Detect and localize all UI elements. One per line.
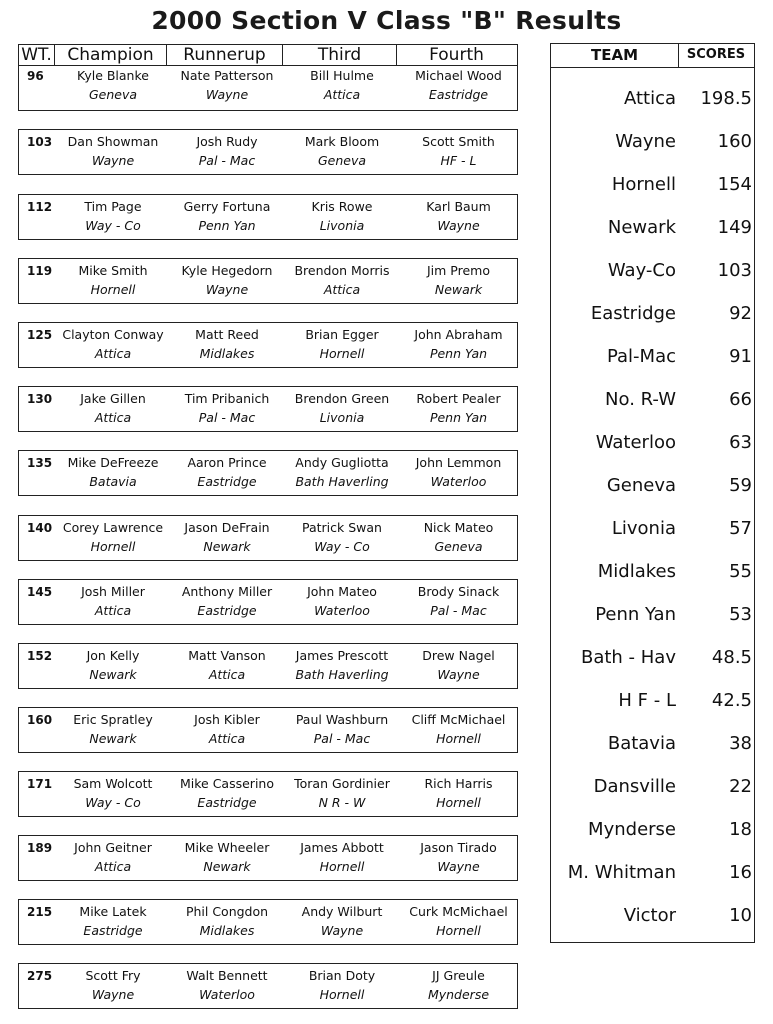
place-cell [57, 647, 169, 685]
team-score-row [551, 774, 754, 800]
team-score-row [551, 817, 754, 843]
weight-class-row [18, 129, 518, 175]
place-cell [285, 198, 399, 236]
results-table-header [18, 44, 518, 66]
wrestler-name: John Lemmon [415, 455, 502, 470]
wrestler-name: Jason Tirado [420, 840, 497, 855]
wrestler-name: Kris Rowe [311, 199, 373, 214]
team-name: H F - L [618, 690, 676, 711]
wrestler-name: Robert Pealer [416, 391, 501, 406]
place-cell [285, 775, 399, 813]
header-champion: Champion [55, 45, 167, 65]
team-score: 10 [729, 905, 752, 926]
weight-class-row [18, 771, 518, 817]
place-cell [399, 903, 518, 941]
wrestler-team: Wayne [205, 87, 249, 102]
wrestler-team: Attica [323, 282, 361, 297]
wrestler-name: Andy Gugliotta [295, 455, 389, 470]
wrestler-team: Penn Yan [429, 346, 488, 361]
team-score-row [551, 903, 754, 929]
team-score: 53 [729, 604, 752, 625]
place-cell [169, 133, 285, 171]
place-cell [169, 967, 285, 1005]
team-name: Geneva [606, 475, 676, 496]
wrestler-team: Waterloo [430, 474, 487, 489]
wrestler-name: Sam Wolcott [73, 776, 153, 791]
place-cell [57, 711, 169, 749]
place-cell [57, 262, 169, 300]
place-cell [285, 133, 399, 171]
wrestler-team: Bath Haverling [295, 474, 389, 489]
place-cell [399, 454, 518, 492]
weight-value: 215 [27, 905, 53, 919]
weight-class-row [18, 64, 518, 111]
wrestler-name: Jason DeFrain [184, 520, 270, 535]
header-scores: SCORES [686, 47, 746, 62]
wrestler-team: Mynderse [427, 987, 490, 1002]
wrestler-team: Bath Haverling [295, 667, 389, 682]
weight-class-row [18, 835, 518, 881]
wrestler-team: Midlakes [199, 923, 255, 938]
team-score: 48.5 [711, 647, 752, 668]
place-cell [285, 262, 399, 300]
place-cell [285, 839, 399, 877]
team-score-row [551, 344, 754, 370]
team-name: Livonia [611, 518, 676, 539]
wrestler-team: Hornell [319, 346, 365, 361]
wrestler-name: Nick Mateo [423, 520, 494, 535]
header-runnerup: Runnerup [167, 45, 283, 65]
place-cell [57, 390, 169, 428]
wrestler-name: Michael Wood [415, 68, 502, 83]
wrestler-team: Hornell [436, 795, 481, 810]
weight-value: 135 [27, 456, 53, 470]
place-cell [169, 519, 285, 557]
wrestler-team: Geneva [434, 539, 483, 554]
weight-value: 189 [27, 841, 53, 855]
wrestler-team: Hornell [90, 539, 136, 554]
header-weight: WT. [19, 45, 55, 65]
team-name: Waterloo [595, 432, 676, 453]
weight-value: 125 [27, 328, 53, 342]
team-name: Midlakes [597, 561, 676, 582]
team-score: 59 [729, 475, 752, 496]
place-cell [169, 67, 285, 105]
place-cell [285, 390, 399, 428]
wrestler-team: Eastridge [197, 795, 257, 810]
team-name: No. R-W [605, 389, 676, 410]
wrestler-team: Livonia [319, 218, 365, 233]
wrestler-team: Attica [208, 667, 246, 682]
weight-value: 275 [27, 969, 53, 983]
team-score-row [551, 215, 754, 241]
place-cell [169, 903, 285, 941]
place-cell [285, 67, 399, 105]
team-name: Mynderse [588, 819, 676, 840]
place-cell [399, 967, 518, 1005]
wrestler-name: Corey Lawrence [62, 520, 164, 535]
wrestler-name: Tim Page [84, 199, 142, 214]
team-score-row [551, 430, 754, 456]
team-score: 63 [729, 432, 752, 453]
wrestler-team: N R - W [318, 795, 366, 810]
team-score-row [551, 172, 754, 198]
place-cell [399, 647, 518, 685]
team-score: 149 [717, 217, 752, 238]
weight-value: 145 [27, 585, 53, 599]
wrestler-team: Hornell [436, 731, 481, 746]
wrestler-team: Attica [94, 859, 132, 874]
place-cell [57, 326, 169, 364]
wrestler-name: John Abraham [414, 327, 503, 342]
team-score-row [551, 258, 754, 284]
wrestler-team: Hornell [90, 282, 136, 297]
wrestler-name: Kyle Hegedorn [181, 263, 273, 278]
team-name: Hornell [611, 174, 676, 195]
wrestler-team: Hornell [436, 923, 481, 938]
wrestler-team: Hornell [319, 987, 365, 1002]
place-cell [169, 326, 285, 364]
wrestler-team: Wayne [437, 859, 480, 874]
wrestler-name: Gerry Fortuna [183, 199, 271, 214]
wrestler-name: Nate Patterson [180, 68, 274, 83]
place-cell [399, 67, 518, 105]
wrestler-team: HF - L [440, 153, 477, 168]
weight-value: 152 [27, 649, 53, 663]
header-fourth: Fourth [429, 45, 484, 65]
wrestler-name: Scott Fry [85, 968, 141, 983]
team-score-row [551, 559, 754, 585]
place-cell [399, 390, 518, 428]
wrestler-name: Mike Wheeler [184, 840, 270, 855]
weight-class-row [18, 450, 518, 496]
team-name: M. Whitman [567, 862, 676, 883]
wrestler-name: Paul Washburn [295, 712, 389, 727]
team-name: Bath - Hav [580, 647, 676, 668]
place-cell [169, 647, 285, 685]
team-scores-panel [550, 43, 755, 943]
team-score: 103 [717, 260, 752, 281]
wrestler-name: Clayton Conway [62, 327, 164, 342]
team-name: Penn Yan [595, 604, 676, 625]
place-cell [285, 903, 399, 941]
wrestler-name: JJ Greule [432, 968, 485, 983]
wrestler-name: Curk McMichael [409, 904, 508, 919]
team-score: 18 [729, 819, 752, 840]
team-name: Wayne [615, 131, 676, 152]
team-score-row [551, 602, 754, 628]
place-cell [169, 454, 285, 492]
place-cell [285, 711, 399, 749]
wrestler-team: Waterloo [314, 603, 370, 618]
wrestler-team: Livonia [319, 410, 365, 425]
wrestler-name: Mike Smith [78, 263, 148, 278]
place-cell [57, 454, 169, 492]
wrestler-name: Josh Kibler [194, 712, 260, 727]
place-cell [399, 133, 518, 171]
place-cell [169, 583, 285, 621]
weight-value: 130 [27, 392, 53, 406]
team-score-row [551, 387, 754, 413]
wrestler-team: Pal - Mac [313, 731, 371, 746]
weight-class-row [18, 707, 518, 753]
wrestler-team: Way - Co [85, 218, 141, 233]
wrestler-team: Pal - Mac [198, 153, 256, 168]
place-cell [399, 711, 518, 749]
place-cell [57, 133, 169, 171]
team-score-row [551, 129, 754, 155]
wrestler-name: Eric Spratley [73, 712, 153, 727]
team-score-row [551, 86, 754, 112]
place-cell [399, 583, 518, 621]
wrestler-team: Pal - Mac [430, 603, 487, 618]
wrestler-name: James Abbott [300, 840, 384, 855]
wrestler-team: Hornell [319, 859, 365, 874]
wrestler-name: John Geitner [74, 840, 152, 855]
place-cell [169, 775, 285, 813]
team-score: 154 [717, 174, 752, 195]
wrestler-name: Karl Baum [426, 199, 491, 214]
weight-class-row [18, 194, 518, 240]
team-score: 22 [729, 776, 752, 797]
team-score: 42.5 [711, 690, 752, 711]
wrestler-team: Wayne [91, 987, 135, 1002]
wrestler-team: Attica [208, 731, 246, 746]
place-cell [285, 454, 399, 492]
weight-class-row [18, 386, 518, 432]
place-cell [285, 967, 399, 1005]
place-cell [169, 711, 285, 749]
wrestler-name: Jon Kelly [86, 648, 140, 663]
place-cell [285, 326, 399, 364]
wrestler-team: Newark [203, 859, 251, 874]
team-score-row [551, 860, 754, 886]
wrestler-team: Wayne [437, 218, 480, 233]
header-third: Third [283, 45, 397, 65]
wrestler-name: Mike Casserino [179, 776, 274, 791]
place-cell [399, 326, 518, 364]
team-scores-header [551, 44, 754, 68]
place-cell [169, 839, 285, 877]
place-cell [399, 775, 518, 813]
wrestler-team: Waterloo [199, 987, 255, 1002]
place-cell [57, 903, 169, 941]
weight-value: 171 [27, 777, 53, 791]
wrestler-team: Eastridge [197, 474, 257, 489]
wrestler-name: Josh Rudy [196, 134, 258, 149]
wrestler-team: Attica [323, 87, 361, 102]
wrestler-name: Brendon Green [294, 391, 390, 406]
team-score-row [551, 473, 754, 499]
place-cell [57, 839, 169, 877]
place-cell [399, 839, 518, 877]
team-score: 66 [729, 389, 752, 410]
place-cell [285, 647, 399, 685]
wrestler-name: Brody Sinack [417, 584, 500, 599]
wrestler-name: Bill Hulme [310, 68, 374, 83]
wrestler-team: Wayne [320, 923, 364, 938]
team-score: 91 [729, 346, 752, 367]
wrestler-name: Josh Miller [81, 584, 145, 599]
weight-value: 112 [27, 200, 53, 214]
place-cell [169, 390, 285, 428]
place-cell [57, 967, 169, 1005]
place-cell [285, 519, 399, 557]
team-name: Pal-Mac [606, 346, 676, 367]
weight-value: 160 [27, 713, 53, 727]
team-score-row [551, 301, 754, 327]
team-name: Dansville [593, 776, 676, 797]
wrestler-name: Aaron Prince [187, 455, 267, 470]
wrestler-name: Andy Wilburt [301, 904, 383, 919]
place-cell [57, 775, 169, 813]
wrestler-name: Drew Nagel [422, 648, 495, 663]
wrestler-team: Way - Co [314, 539, 370, 554]
team-name: Attica [623, 88, 676, 109]
weight-class-row [18, 515, 518, 561]
place-cell [399, 519, 518, 557]
wrestler-name: Rich Harris [424, 776, 493, 791]
weight-class-row [18, 963, 518, 1009]
wrestler-name: John Mateo [307, 584, 377, 599]
weight-class-row [18, 579, 518, 625]
wrestler-team: Attica [94, 410, 132, 425]
wrestler-team: Pal - Mac [198, 410, 256, 425]
place-cell [399, 262, 518, 300]
team-score-row [551, 516, 754, 542]
wrestler-team: Penn Yan [198, 218, 256, 233]
team-name: Way-Co [607, 260, 676, 281]
weight-class-row [18, 322, 518, 368]
wrestler-name: Matt Vanson [188, 648, 266, 663]
place-cell [57, 67, 169, 105]
team-score: 55 [729, 561, 752, 582]
wrestler-team: Attica [94, 603, 132, 618]
wrestler-team: Geneva [317, 153, 367, 168]
wrestler-team: Eastridge [428, 87, 489, 102]
header-team: TEAM [551, 44, 679, 67]
page-title: 2000 Section V Class "B" Results [151, 6, 622, 35]
team-score: 38 [729, 733, 752, 754]
place-cell [285, 583, 399, 621]
wrestler-name: James Prescott [295, 648, 389, 663]
wrestler-name: Matt Reed [195, 327, 259, 342]
team-score-row [551, 645, 754, 671]
wrestler-name: Scott Smith [422, 134, 495, 149]
place-cell [169, 198, 285, 236]
wrestler-name: Anthony Miller [181, 584, 273, 599]
team-score-row [551, 731, 754, 757]
wrestler-name: Kyle Blanke [77, 68, 149, 83]
place-cell [57, 583, 169, 621]
wrestler-name: Jake Gillen [80, 391, 146, 406]
team-score: 198.5 [700, 88, 752, 109]
team-score: 92 [729, 303, 752, 324]
wrestler-team: Penn Yan [429, 410, 488, 425]
team-score-row [551, 688, 754, 714]
wrestler-name: Toran Gordinier [294, 776, 390, 791]
place-cell [399, 198, 518, 236]
weight-value: 119 [27, 264, 53, 278]
weight-value: 96 [27, 69, 44, 83]
wrestler-name: Mark Bloom [304, 134, 380, 149]
team-name: Batavia [607, 733, 676, 754]
wrestler-team: Newark [89, 667, 137, 682]
weight-class-row [18, 258, 518, 304]
weight-class-row [18, 643, 518, 689]
weight-class-row [18, 899, 518, 945]
wrestler-name: Phil Congdon [185, 904, 269, 919]
team-score: 57 [729, 518, 752, 539]
wrestler-team: Newark [434, 282, 483, 297]
weight-value: 140 [27, 521, 53, 535]
wrestler-team: Attica [94, 346, 132, 361]
wrestler-team: Wayne [205, 282, 249, 297]
wrestler-team: Midlakes [199, 346, 255, 361]
wrestler-name: Brian Doty [308, 968, 376, 983]
team-score: 16 [729, 862, 752, 883]
wrestler-name: Tim Pribanich [184, 391, 270, 406]
wrestler-team: Wayne [91, 153, 135, 168]
team-score: 160 [717, 131, 752, 152]
wrestler-team: Newark [89, 731, 137, 746]
wrestler-team: Way - Co [85, 795, 141, 810]
wrestler-team: Geneva [88, 87, 138, 102]
wrestler-team: Eastridge [83, 923, 143, 938]
wrestler-team: Eastridge [197, 603, 257, 618]
weight-value: 103 [27, 135, 53, 149]
wrestler-name: Brendon Morris [294, 263, 390, 278]
wrestler-name: Patrick Swan [302, 520, 382, 535]
wrestler-name: Cliff McMichael [411, 712, 506, 727]
wrestler-name: Mike DeFreeze [67, 455, 159, 470]
wrestler-name: Brian Egger [305, 327, 379, 342]
place-cell [57, 198, 169, 236]
wrestler-name: Dan Showman [67, 134, 159, 149]
wrestler-name: Mike Latek [79, 904, 147, 919]
team-name: Newark [607, 217, 676, 238]
place-cell [169, 262, 285, 300]
team-name: Eastridge [590, 303, 676, 324]
wrestler-name: Jim Premo [426, 263, 490, 278]
wrestler-name: Walt Bennett [186, 968, 268, 983]
wrestler-team: Newark [203, 539, 251, 554]
team-name: Victor [623, 905, 676, 926]
wrestler-team: Wayne [437, 667, 480, 682]
wrestler-team: Batavia [89, 474, 137, 489]
place-cell [57, 519, 169, 557]
